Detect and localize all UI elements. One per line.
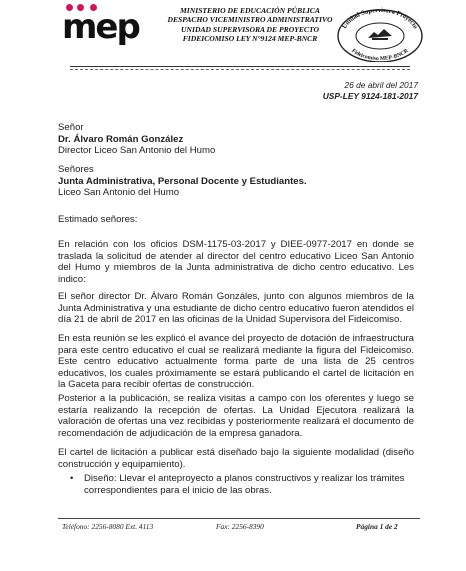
- letterhead-line: DESPACHO VICEMINISTRO ADMINISTRATIVO: [167, 15, 333, 25]
- seal-top-text: Unidad Supervisora Proyecto: [341, 6, 419, 31]
- footer-fax: Fax: 2256-8390: [216, 522, 264, 531]
- footer-phone: Teléfono: 2256-8080 Ext. 4113: [62, 522, 154, 531]
- page-number: Página 1 de 2: [356, 522, 398, 531]
- header-rule: [70, 66, 410, 67]
- logo-text: mep: [62, 7, 139, 47]
- recipient-group: Junta Administrativa, Personal Docente y Estudiantes.: [58, 175, 307, 187]
- bullet-icon: •: [70, 473, 74, 484]
- list-item-text: Diseño: Llevar el anteproyecto a planos constructivos y realizar los trámites correspondientes para el inicio de las obras.: [84, 473, 405, 496]
- greeting: Estimado señores:: [58, 214, 138, 225]
- recipient-primary: [58, 122, 414, 157]
- seal-bottom-text: Fideicomiso MEP-BNCR: [350, 47, 410, 62]
- salutation: Señores: [58, 164, 94, 175]
- unit-seal-icon: [334, 2, 426, 62]
- recipient-secondary: [58, 164, 414, 199]
- list-item: [70, 473, 414, 496]
- letterhead-line: MINISTERIO DE EDUCACIÓN PÚBLICA: [180, 6, 320, 15]
- recipient-place: Liceo San Antonio del Humo: [58, 187, 180, 199]
- date-block: [323, 80, 418, 101]
- svg-text:Unidad Supervisora Proyecto: [341, 7, 419, 30]
- recipient-role: Director Liceo San Antonio del Humo: [58, 145, 216, 157]
- svg-text:Fideicomiso MEP-BNCR: [350, 47, 410, 62]
- salutation: Señor: [58, 122, 84, 133]
- letterhead-line: FIDEICOMISO LEY N°9124 MEP-BNCR: [182, 34, 318, 44]
- paragraph: Posterior a la publicación, se realiza visitas a campo con los oferentes y luego se estaría realizando la recepción de ofertas. La Unidad Ejecutora realizará la valoración de ofertas una vez recibidas y posteriormente realizará el documento de recomendación de adjudicación de la empresa ganadora.: [58, 393, 414, 439]
- paragraph: El cartel de licitación a publicar está diseñado bajo la siguiente modalidad (diseño construcción y equipamiento).: [58, 447, 414, 470]
- paragraph: En relación con los oficios DSM-1175-03-2017 y DIEE-0977-2017 en donde se traslada la solicitud de atender al director del centro educativo Liceo San Antonio del Humo y miembros de la Junta administrativa de dicho centro educativo. Les indico:: [58, 239, 414, 285]
- letterhead-text: [150, 6, 350, 44]
- recipient-name: Dr. Álvaro Román González: [58, 133, 184, 145]
- letterhead-line: UNIDAD SUPERVISORA DE PROYECTO: [181, 24, 319, 34]
- header-rule-secondary: [70, 69, 410, 70]
- letter-reference: USP-LEY 9124-181-2017: [322, 90, 418, 101]
- footer-rule: [58, 518, 420, 519]
- mep-logo: [62, 4, 139, 48]
- letter-date: 26 de abril del 2017: [344, 80, 418, 90]
- paragraph: En esta reunión se les explicó el avance del proyecto de dotación de infraestructura para este centro educativo el cual se realizará mediante la figura del Fideicomiso. Este centro educativo actualmente forma parte de una lista de 25 centros educativos, los cuales próximamente se estará publicando el cartel de licitación en la Gaceta para recibir ofertas de construcción.: [58, 333, 414, 391]
- paragraph: El señor director Dr. Álvaro Román Gonzáles, junto con algunos miembros de la Junta Administrativa y una estudiante de dicho centro educativo fueron atendidos el día 21 de abril de 2017 en las oficinas de la Unidad Supervisora del Fideicomiso.: [58, 291, 414, 326]
